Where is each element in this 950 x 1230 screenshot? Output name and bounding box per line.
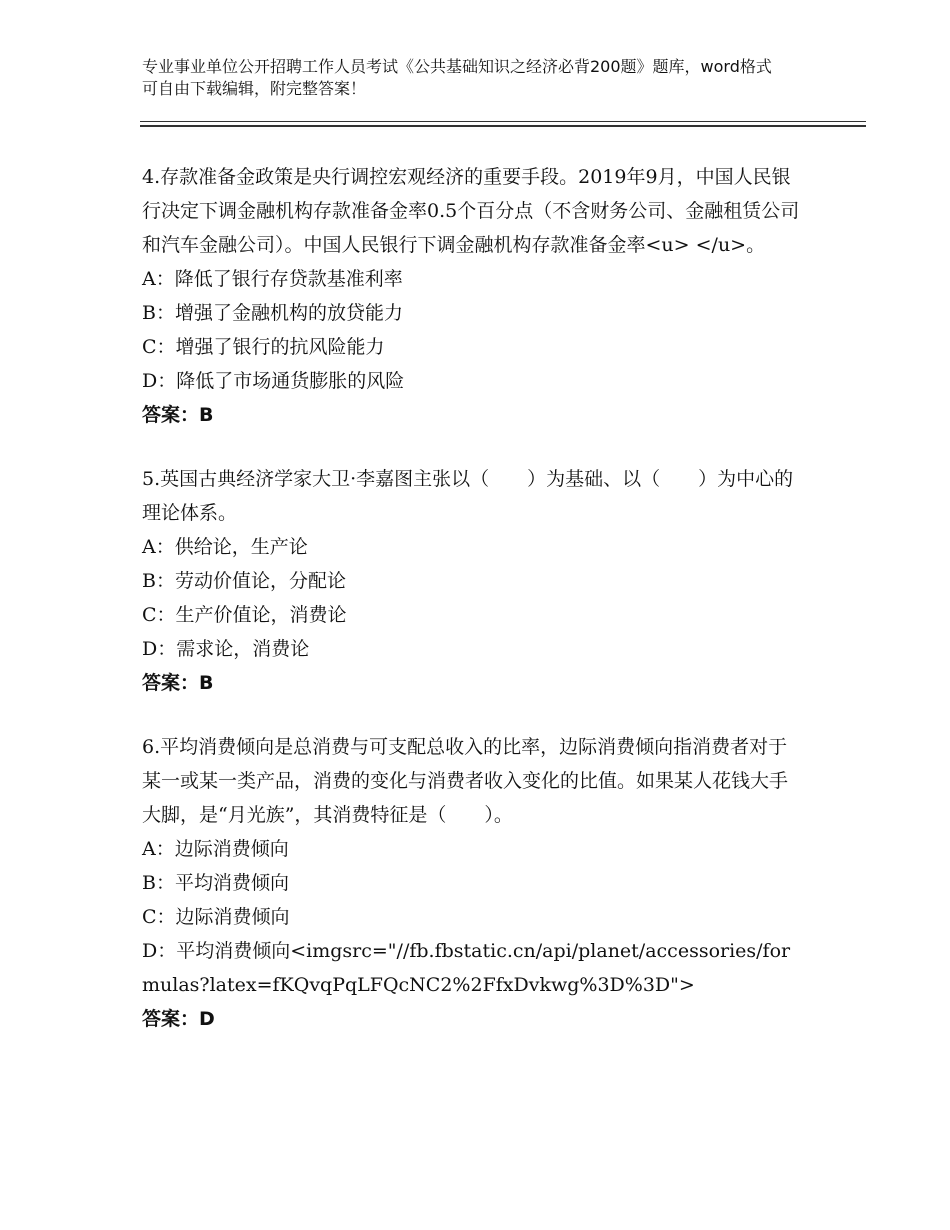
question-6 bbox=[142, 730, 802, 1036]
option-b: B：劳动价值论，分配论 bbox=[142, 570, 346, 592]
option-c: C：增强了银行的抗风险能力 bbox=[142, 336, 385, 358]
answer-label: 答案：B bbox=[142, 672, 214, 694]
answer-label: 答案：B bbox=[142, 404, 214, 426]
option-d: D：降低了市场通货膨胀的风险 bbox=[142, 370, 405, 392]
option-d: D：平均消费倾向<imgsrc="//fb.fbstatic.cn/api/planet/accessories/formulas?latex=fKQvqPqLFQcNC2%2FfxDvkwg%3D%3D"> bbox=[142, 940, 791, 996]
option-a: A：供给论，生产论 bbox=[142, 536, 308, 558]
option-a: A：降低了银行存贷款基准利率 bbox=[142, 268, 403, 290]
question-4 bbox=[142, 160, 802, 432]
question-stem: 4.存款准备金政策是央行调控宏观经济的重要手段。2019年9月，中国人民银行决定下调金融机构存款准备金率0.5个百分点（不含财务公司、金融租赁公司和汽车金融公司）。中国人民银行下调金融机构存款准备金率<u> </u>。 bbox=[142, 166, 800, 256]
option-c: C：生产价值论，消费论 bbox=[142, 604, 347, 626]
option-a: A：边际消费倾向 bbox=[142, 838, 289, 860]
answer-label: 答案：D bbox=[142, 1008, 215, 1030]
header-divider bbox=[140, 121, 866, 122]
document-header: 专业事业单位公开招聘工作人员考试《公共基础知识之经济必背200题》题库，word格式可自由下载编辑，附完整答案！ bbox=[142, 57, 772, 98]
question-stem: 5.英国古典经济学家大卫·李嘉图主张以（ ）为基础、以（ ）为中心的理论体系。 bbox=[142, 468, 794, 524]
question-stem: 6.平均消费倾向是总消费与可支配总收入的比率，边际消费倾向指消费者对于某一或某一类产品，消费的变化与消费者收入变化的比值。如果某人花钱大手大脚，是“月光族”，其消费特征是（ ）。 bbox=[142, 736, 789, 826]
option-b: B：增强了金融机构的放贷能力 bbox=[142, 302, 403, 324]
option-d: D：需求论，消费论 bbox=[142, 638, 310, 660]
question-5 bbox=[142, 462, 802, 700]
question-list bbox=[142, 160, 802, 1066]
header-divider-thick bbox=[140, 125, 866, 127]
option-c: C：边际消费倾向 bbox=[142, 906, 290, 928]
option-b: B：平均消费倾向 bbox=[142, 872, 289, 894]
